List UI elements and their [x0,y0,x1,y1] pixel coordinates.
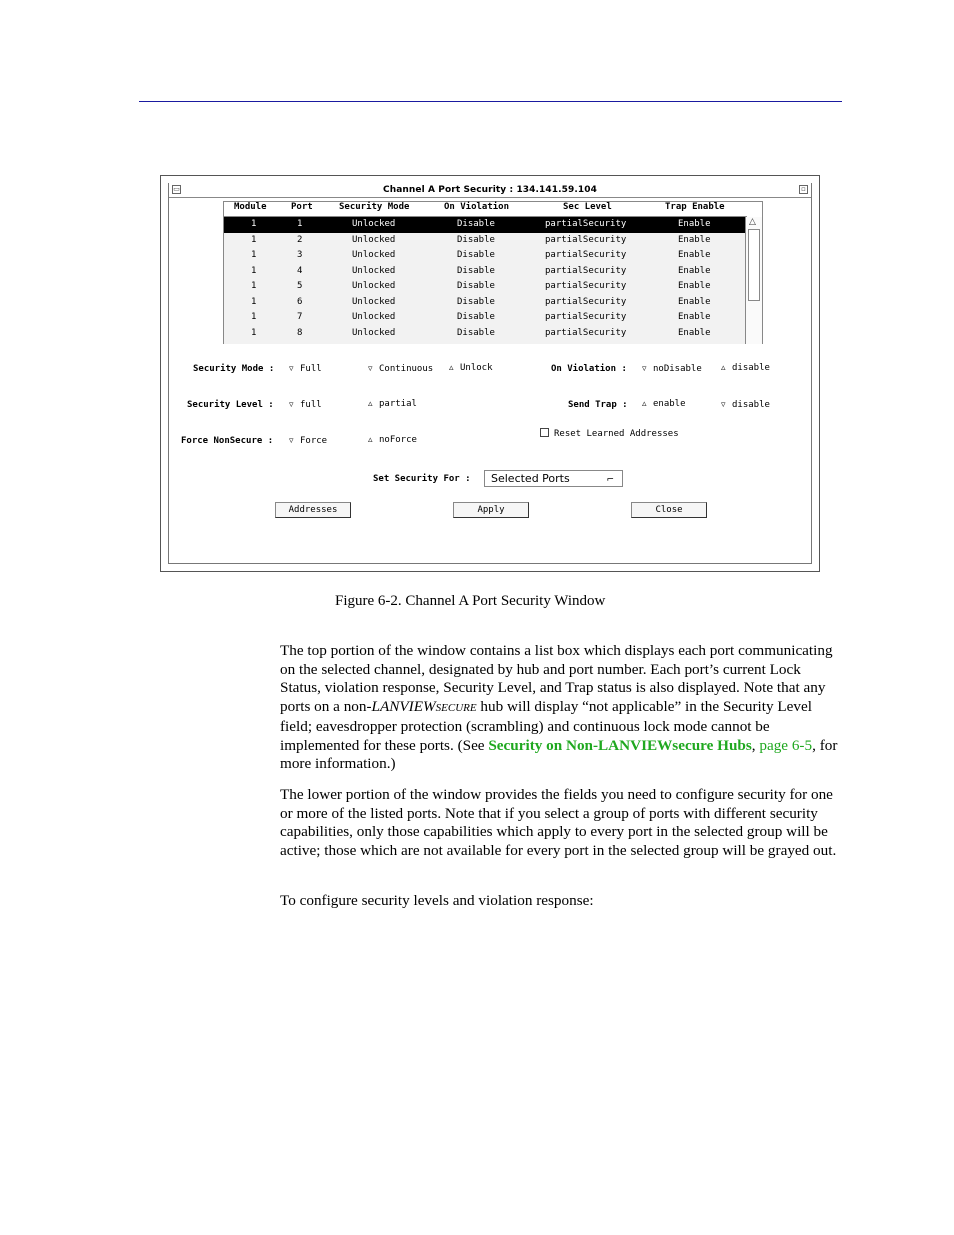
force-nonsecure-label: Force NonSecure : [181,436,274,446]
table-cell: Disable [457,234,495,245]
radio-off-icon: ▿ [721,400,726,410]
table-cell: Unlocked [352,234,396,245]
table-cell: 1 [251,250,257,260]
table-cell: partialSecurity [545,219,627,229]
col-sec-level: Sec Level [563,202,612,212]
table-cell: Disable [457,250,495,260]
table-cell: 1 [251,327,257,338]
table-row[interactable] [224,326,746,342]
col-trap-enable: Trap Enable [665,202,725,212]
reset-learned-checkbox[interactable]: Reset Learned Addresses [540,428,679,439]
table-cell: Unlocked [352,265,396,276]
col-module: Module [234,202,267,212]
table-cell: 1 [251,296,257,307]
close-button[interactable]: Close [631,502,707,518]
table-cell: 1 [251,281,257,291]
table-cell: 6 [297,296,303,307]
security-mode-unlock-radio[interactable]: ▵ Unlock [449,363,493,373]
table-cell: Unlocked [352,250,396,260]
window-title: Channel A Port Security : 134.141.59.104 [382,185,597,195]
addresses-button[interactable]: Addresses [275,502,351,518]
table-row[interactable] [224,233,746,249]
radio-off-icon: ▿ [289,364,294,374]
radio-on-icon: ▵ [721,363,726,373]
table-cell: Enable [678,281,711,291]
security-mode-continuous-radio[interactable]: ▿ Continuous [368,364,434,374]
on-violation-nodisable-radio[interactable]: ▿ noDisable [642,364,702,374]
table-cell: 2 [297,234,303,245]
table-cell: partialSecurity [545,296,627,307]
table-cell: Unlocked [352,327,396,338]
table-row[interactable] [224,264,746,280]
table-cell: Unlocked [352,296,396,307]
security-level-label: Security Level : [187,400,274,410]
table-cell: Enable [678,327,711,338]
window-menu-icon[interactable]: ▭ [173,185,180,193]
table-cell: 4 [297,265,303,276]
list-header [224,202,747,217]
select-value: Selected Ports [491,472,570,485]
port-list [223,201,763,344]
apply-button[interactable]: Apply [453,502,529,518]
table-cell: partialSecurity [545,327,627,338]
list-scrollbar[interactable] [745,217,762,344]
table-cell: partialSecurity [545,312,627,322]
radio-off-icon: ▿ [368,364,373,374]
table-cell: Disable [457,265,495,276]
scroll-up-icon[interactable]: △ [749,217,756,227]
security-level-full-radio[interactable]: ▿ full [289,400,322,410]
radio-on-icon: ▵ [368,435,373,445]
table-cell: 1 [251,312,257,322]
table-cell: Enable [678,296,711,307]
paragraph-3: To configure security levels and violation response: [280,892,594,909]
security-mode-full-radio[interactable]: ▿ Full [289,364,322,374]
on-violation-disable-radio[interactable]: ▵ disable [721,363,770,373]
scroll-thumb[interactable] [748,229,760,301]
force-radio[interactable]: ▿ Force [289,436,328,446]
col-port: Port [291,202,313,212]
table-row[interactable] [224,295,746,311]
table-row[interactable] [224,248,746,264]
maximize-icon[interactable]: ▫ [799,185,808,194]
table-cell: Disable [457,312,495,322]
table-cell: Enable [678,312,711,322]
table-cell: Disable [457,281,495,291]
table-cell: Enable [678,265,711,276]
table-cell: 5 [297,281,303,291]
table-cell: 1 [251,219,257,229]
paragraph-2: The lower portion of the window provides the fields you need to configure security for one or more of the listed ports. Note that if you select a group of ports with different security capabilities, only those capabilities which apply to every port in the selected group will be active; those which are not available for every port in the selected group will be grayed out. [280,786,837,860]
radio-off-icon: ▿ [289,436,294,446]
table-cell: Unlocked [352,281,396,291]
table-cell: Enable [678,250,711,260]
table-row[interactable] [224,279,746,295]
radio-off-icon: ▿ [289,400,294,410]
table-cell: 3 [297,250,303,260]
table-cell: partialSecurity [545,281,627,291]
port-security-window [160,175,820,572]
on-violation-label: On Violation : [551,364,627,374]
table-cell: partialSecurity [545,265,627,276]
table-cell: 1 [251,234,257,245]
set-security-for-select[interactable] [484,470,623,487]
col-on-violation: On Violation [444,202,510,212]
table-cell: 1 [297,219,303,229]
table-cell: partialSecurity [545,250,627,260]
table-cell: Unlocked [352,219,396,229]
send-trap-enable-radio[interactable]: ▵ enable [642,399,686,409]
radio-on-icon: ▵ [642,399,647,409]
col-security-mode: Security Mode [339,202,410,212]
table-cell: Disable [457,219,495,229]
link-security-non-lanviewsecure[interactable]: Security on Non-LANVIEWsecure Hubs [488,736,752,754]
dropdown-icon: ⌐ [606,475,614,485]
radio-on-icon: ▵ [449,363,454,373]
table-cell: 1 [251,265,257,276]
table-cell: Disable [457,296,495,307]
noforce-radio[interactable]: ▵ noForce [368,435,417,445]
set-security-for-label: Set Security For : [373,474,471,484]
table-cell: partialSecurity [545,234,627,245]
radio-off-icon: ▿ [642,364,647,374]
figure-caption: Figure 6-2. Channel A Port Security Window [335,593,606,609]
window-titlebar[interactable] [169,183,811,198]
table-row[interactable] [224,310,746,326]
link-page-6-5[interactable]: page 6-5 [759,736,813,754]
table-cell: 7 [297,312,303,322]
list-body [224,217,747,344]
table-cell: Disable [457,327,495,338]
checkbox-icon [540,428,549,437]
paragraph-1: The top portion of the window contains a list box which displays each port communicating on the selected channel, designated by hub and port number. Each port’s current Lock Status, violation response, Security Level, and Trap status is also displayed. Note that any ports on a non-LANVIEWSECURE hub will display “not applicable” in the Security Level field; eavesdropper protection (scrambling) and continuous lock mode cannot be implemented for these ports. (See Security on Non-LANVIEWsecure Hubs, page 6-5, for more information.) [280,642,838,773]
table-cell: 8 [297,327,303,338]
header-rule [139,101,842,102]
table-row[interactable] [224,217,746,233]
send-trap-disable-radio[interactable]: ▿ disable [721,400,770,410]
send-trap-label: Send Trap : [568,400,628,410]
table-cell: Unlocked [352,312,396,322]
table-cell: Enable [678,219,711,229]
security-level-partial-radio[interactable]: ▵ partial [368,399,417,409]
security-mode-label: Security Mode : [193,364,275,374]
table-cell: Enable [678,234,711,245]
radio-on-icon: ▵ [368,399,373,409]
